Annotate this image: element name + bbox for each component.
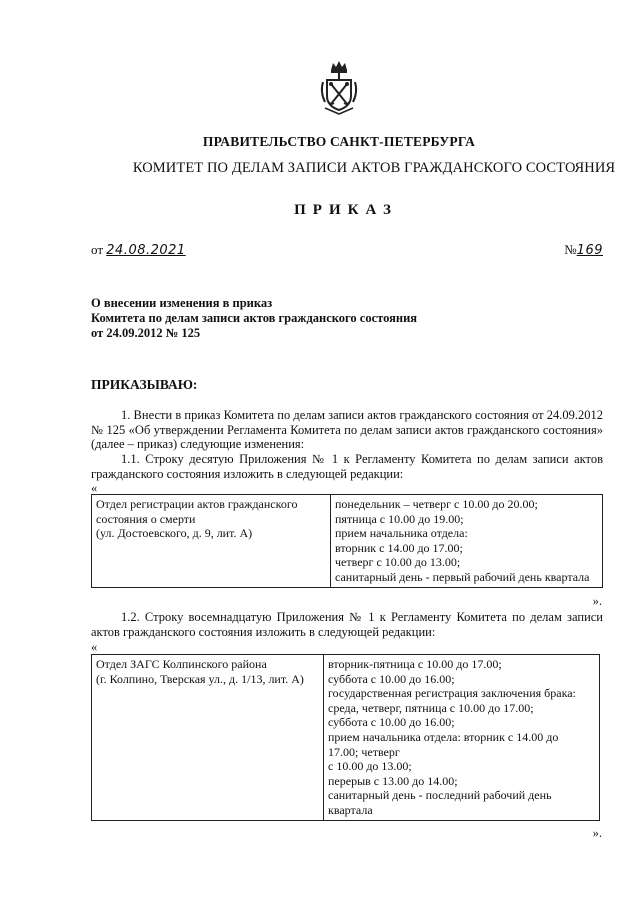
cell-line: вторник-пятница с 10.00 до 17.00; [328, 657, 502, 671]
cell-line: суббота с 10.00 до 16.00; [328, 715, 455, 730]
cell-line: прием начальника отдела: вторник с 14.00 до [328, 729, 559, 744]
date-block [91, 242, 186, 258]
committee-title: КОМИТЕТ ПО ДЕЛАМ ЗАПИСИ АКТОВ ГРАЖДАНСКОГО СОСТОЯНИЯ [132, 160, 616, 176]
cell-line: суббота с 10.00 до 16.00; [328, 671, 455, 686]
open-quote: « [91, 481, 98, 495]
cell-line: четверг с 10.00 до 13.00; [335, 555, 461, 570]
schedule-table-2 [91, 654, 600, 821]
cell-line: (ул. Достоевского, д. 9, лит. А) [96, 526, 253, 541]
open-quote: « [91, 640, 98, 654]
paragraph-1-1: 1.1. Строку десятую Приложения № 1 к Регламенту Комитета по делам записи актов гражданского состояния изложить в следующей редакции: [91, 452, 603, 481]
subject-line: О внесении изменения в приказ [91, 296, 273, 310]
cell-line: пятница с 10.00 до 19.00; [335, 511, 464, 526]
schedule-table-1 [91, 494, 603, 588]
cell-line: с 10.00 до 13.00; [328, 759, 412, 774]
cell-line: 17.00; четверг [328, 744, 400, 759]
date-prefix: от [91, 242, 104, 257]
cell-line: вторник с 14.00 до 17.00; [335, 540, 463, 555]
cell-line: Отдел ЗАГС Колпинского района [96, 657, 267, 671]
number-block [564, 242, 603, 258]
cell-line: понедельник – четверг с 10.00 до 20.00; [335, 497, 538, 511]
hours-cell [331, 495, 603, 588]
paragraph-1: 1. Внести в приказ Комитета по делам записи актов гражданского состояния от 24.09.2012 № 125 «Об утверждении Регламента Комитета по делам записи актов гражданского состояния» (далее – приказ) следующие изменения: [91, 408, 603, 451]
cell-line: (г. Колпино, Тверская ул., д. 1/13, лит. А) [96, 671, 304, 686]
cell-line: состояния о смерти [96, 511, 196, 526]
table-row [92, 495, 603, 588]
decree-word: ПРИКАЗЫВАЮ: [91, 377, 198, 392]
department-cell [92, 495, 331, 588]
cell-line: перерыв с 13.00 до 14.00; [328, 773, 458, 788]
close-quote: ». [592, 594, 602, 608]
handwritten-number: 169 [576, 243, 603, 258]
cell-line: Отдел регистрации актов гражданского [96, 497, 298, 511]
paragraph-1-2: 1.2. Строку восемнадцатую Приложения № 1 к Регламенту Комитета по делам записи актов гражданского состояния изложить в следующей редакции: [91, 610, 603, 639]
cell-line: санитарный день - последний рабочий день [328, 788, 552, 803]
handwritten-date: 24.08.2021 [106, 243, 186, 258]
cell-line: квартала [328, 802, 373, 817]
subject-block [91, 296, 511, 341]
number-prefix: № [564, 242, 577, 257]
close-quote: ». [592, 826, 602, 840]
cell-line: санитарный день - первый рабочий день квартала [335, 569, 590, 584]
subject-line: от 24.09.2012 № 125 [91, 326, 201, 340]
document-type-title: ПРИКАЗ [294, 202, 398, 218]
cell-line: прием начальника отдела: [335, 526, 468, 541]
department-cell [92, 655, 324, 821]
subject-line: Комитета по делам записи актов гражданского состояния [91, 311, 418, 325]
coat-of-arms-icon [318, 58, 360, 116]
hours-cell [324, 655, 600, 821]
table-row [92, 655, 600, 821]
cell-line: государственная регистрация заключения брака: [328, 686, 576, 701]
government-title: ПРАВИТЕЛЬСТВО САНКТ-ПЕТЕРБУРГА [202, 134, 476, 149]
cell-line: среда, четверг, пятница с 10.00 до 17.00; [328, 700, 534, 715]
